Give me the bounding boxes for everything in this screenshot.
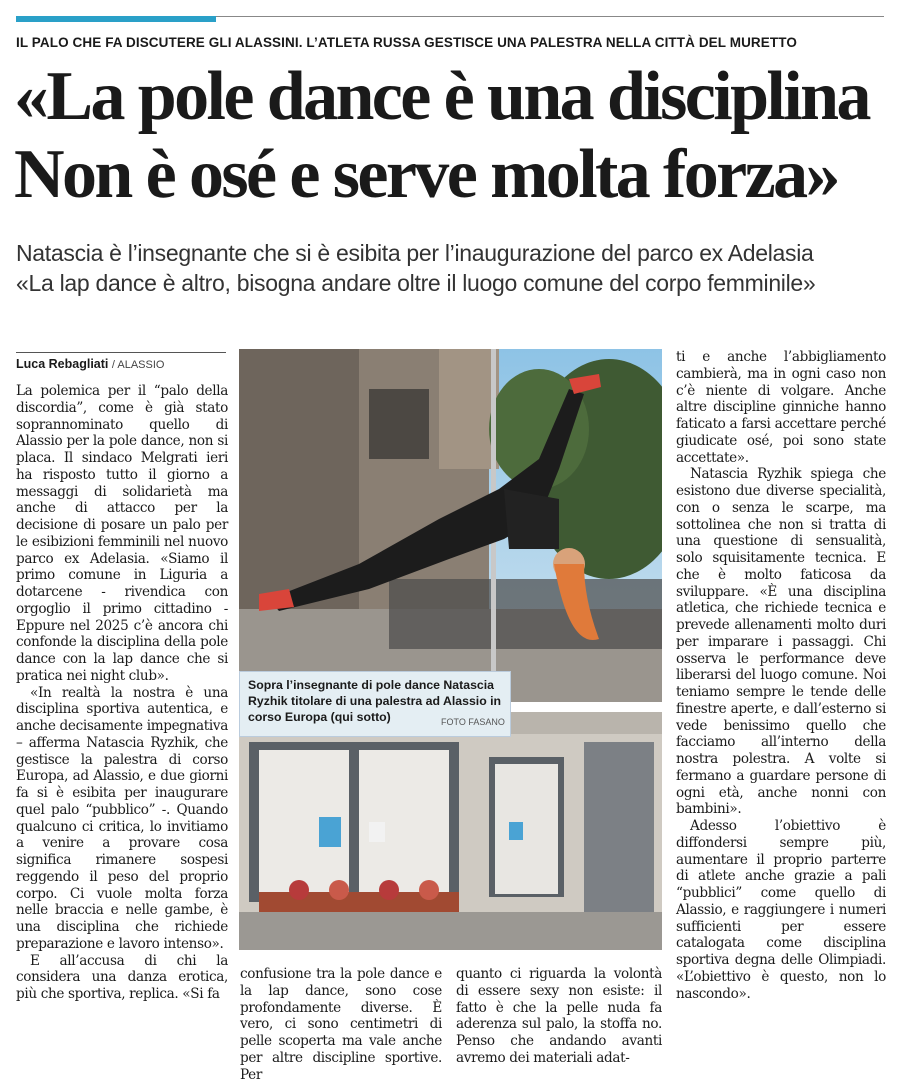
article-column-1 — [16, 383, 228, 1003]
caption-text: Sopra l’insegnante di pole dance Natascia Ryzhik titolare di una palestra ad Alassio in corso Europa (qui sotto) — [248, 678, 502, 724]
paragraph: «In realtà la nostra è una disciplina sportiva autentica, e anche decisamente impegnativa – afferma Natascia Ryzhik, che gestisce la palestra di corso Europa, ad Alassio, e due giorni fa si è esibita per inaugurare quel palo “pubblico” -. Quando qualcuno ci critica, lo invitiamo a venire a provare cosa significa rimanere sospesi reggendo il peso del proprio corpo. Ci vuole molta forza nelle braccia e nelle gambe, è una disciplina che richiede preparazione e lavoro intenso». — [16, 684, 228, 952]
article-column-2 — [240, 966, 442, 1083]
article-column-3 — [456, 966, 662, 1067]
pole-dancer-photo — [239, 349, 662, 702]
accent-bar — [16, 16, 216, 22]
headline-line-2: Non è osé e serve molta forza» — [14, 136, 838, 213]
kicker: IL PALO CHE FA DISCUTERE GLI ALASSINI. L’ATLETA RUSSA GESTISCE UNA PALESTRA NELLA CITTÀ DEL MURETTO — [16, 35, 797, 50]
paragraph: confusione tra la pole dance e la lap dance, sono cose profondamente diverse. È vero, ci sono centimetri di pelle scoperta ma vale anche per altre discipline sportive. Per — [240, 966, 442, 1083]
article-column-4 — [676, 349, 886, 1002]
gym-storefront-photo — [239, 712, 662, 950]
paragraph: Natascia Ryzhik spiega che esistono due diverse specialità, con o senza le scarpe, ma sottolinea che non si tratta di una questione di sensualità, solo squisitamente tecnica. E che è molto faticosa da sviluppare. «È una disciplina atletica, che richiede tecnica e prevede allenamenti molto duri per imparare i passaggi. Chi osserva le performance deve liberarsi del luogo comune. Noi teniamo sempre le tende delle finestre aperte, e dall’esterno si vede benissimo quello che facciamo all’interno della nostra polestra. A volte si fermano a guardare persone di ogni età, anche nonni con bambini». — [676, 466, 886, 818]
photo-caption — [239, 671, 511, 737]
paragraph: La polemica per il “palo della discordia”, come è già stato soprannominato quello di Alassio per la pole dance, non si placa. Il sindaco Melgrati ieri ha risposto tutto il giorno a messaggi di solidarietà ma anche di attacco per la decisione di posare un palo per le esibizioni femminili nel nuovo parco ex Adelasia. «Siamo il primo comune in Liguria a dotarcene - rivendica con orgoglio il primo cittadino - Eppure nel 2025 c’è ancora chi confonde la disciplina della pole dance con la lap dance che si pratica nei night club». — [16, 383, 228, 684]
byline — [16, 352, 226, 371]
subheadline-line-2: «La lap dance è altro, bisogna andare oltre il luogo comune del corpo femminile» — [16, 270, 816, 296]
paragraph: ti e anche l’abbigliamento cambierà, ma in ogni caso non c’è niente di volgare. Anche altre discipline ginniche hanno faticato a farsi accettare perché giudicate osé, poi sono state accettate». — [676, 349, 886, 466]
paragraph: Adesso l’obiettivo è diffondersi sempre più, aumentare il proprio parterre di atlete anche grazie a pali “pubblici” come quello di Alassio, e raggiungere i numeri sufficienti per essere catalogata come disciplina sportiva degna delle Olimpiadi. «L’obiettivo è questo, non lo nascondo». — [676, 818, 886, 1002]
paragraph: E all’accusa di chi la considera una danza erotica, più che sportiva, replica. «Si fa — [16, 952, 228, 1002]
headline — [14, 58, 894, 214]
author-name: Luca Rebagliati — [16, 357, 109, 371]
photo-credit: FOTO FASANO — [441, 717, 505, 727]
subheadline-line-1: Natascia è l’insegnante che si è esibita per l’inaugurazione del parco ex Adelasia — [16, 240, 814, 266]
subheadline — [16, 238, 896, 298]
paragraph: quanto ci riguarda la volontà di essere sexy non esiste: il fatto è che la pelle nuda fa aderenza sul palo, la stoffa no. Penso che andando avanti avremo dei materiali adat- — [456, 966, 662, 1066]
headline-line-1: «La pole dance è una disciplina — [14, 58, 869, 135]
byline-location: / ALASSIO — [111, 359, 165, 371]
